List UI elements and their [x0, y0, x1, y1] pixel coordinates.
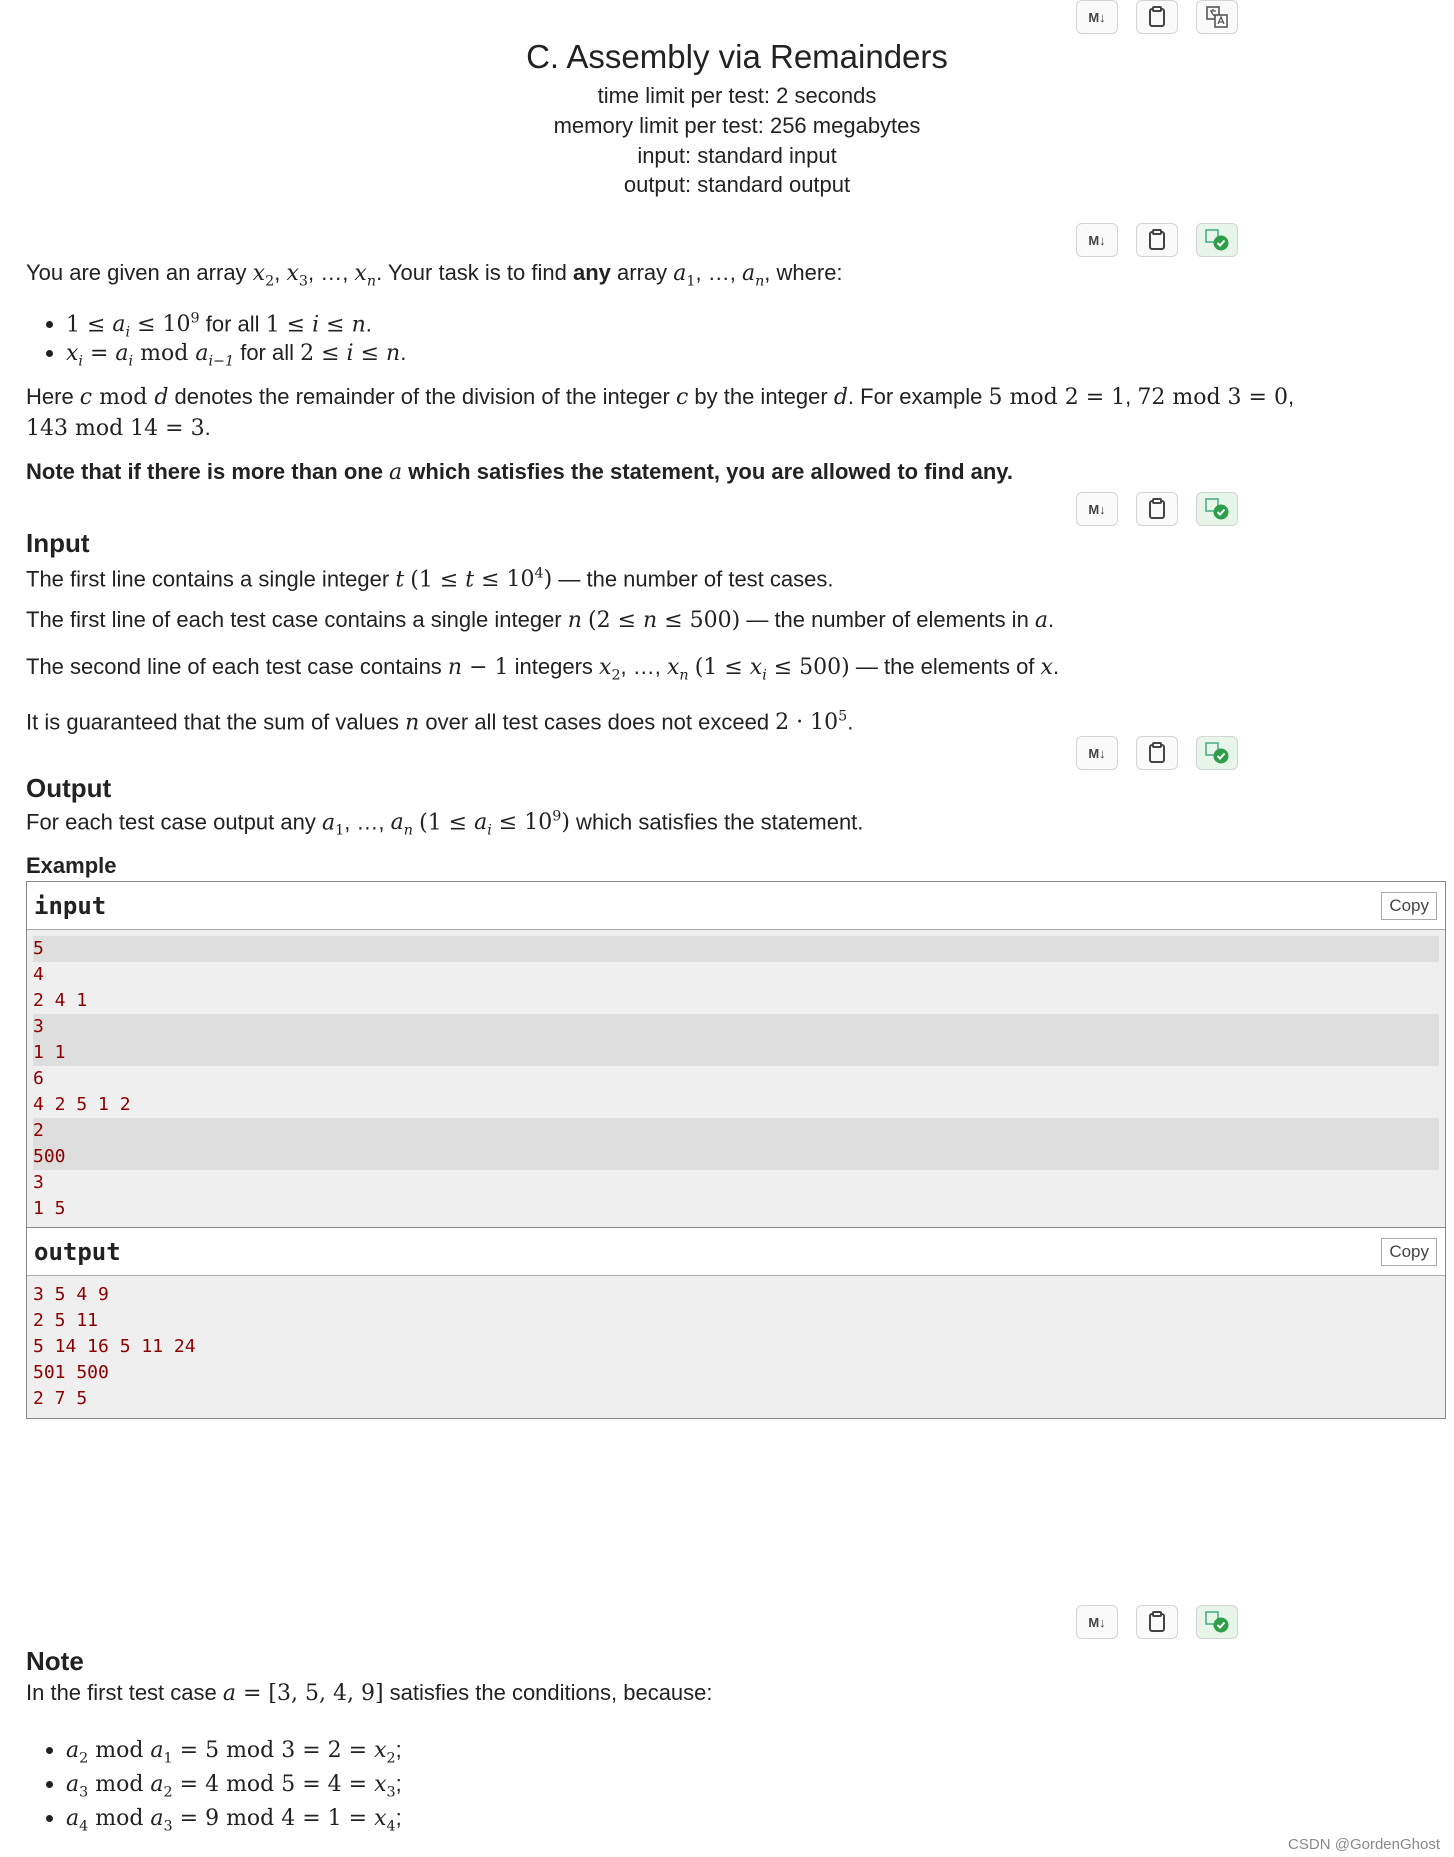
- input-toolbar: [1076, 492, 1238, 526]
- list-item: 3: [33, 1014, 1439, 1040]
- example-input-header: [27, 882, 1445, 930]
- clipboard-icon: [1148, 742, 1166, 764]
- constraints-list: [26, 302, 406, 370]
- note-paragraph: In the first test case a = [3, 5, 4, 9] satisfies the conditions, because:: [26, 1680, 713, 1706]
- note-list: [26, 1733, 402, 1835]
- list-item: 2 7 5: [33, 1388, 88, 1409]
- list-item: 501 500: [33, 1362, 109, 1383]
- input-title: Input: [26, 528, 90, 558]
- copy-statement-button[interactable]: [1136, 0, 1178, 34]
- list-item: • $x_i = a_i$ mod $a_{i-1}$ for all 2 ≤ i ≤ n.: [66, 336, 406, 370]
- input-paragraph: The first line contains a single integer t $(1 \le t \le 10^4)$ — the number of test cases.: [26, 566, 834, 593]
- statement-paragraph: You are given an array $x_2$, $x_3$, …, $x_n$. Your task is to find any array $a_1$, …, $a_n$, where:: [26, 260, 843, 290]
- list-item: 1 1: [33, 1040, 1439, 1066]
- list-item: 3 5 4 9: [33, 1284, 109, 1305]
- copy-section-button[interactable]: [1136, 1605, 1178, 1639]
- list-item: 2: [33, 1118, 1439, 1144]
- copy-input-button[interactable]: Copy: [1381, 892, 1437, 920]
- markdown-button[interactable]: [1076, 736, 1118, 770]
- translated-button[interactable]: [1196, 223, 1238, 257]
- translated-button[interactable]: [1196, 1605, 1238, 1639]
- translated-button[interactable]: [1196, 736, 1238, 770]
- clipboard-icon: [1148, 498, 1166, 520]
- list-item: • $a_2$ mod $a_1 = 5$ mod $3 = 2 = x_2$;: [66, 1733, 402, 1767]
- example-title: Example: [26, 853, 117, 878]
- copy-section-button[interactable]: [1136, 223, 1178, 257]
- clipboard-icon: [1148, 1611, 1166, 1633]
- input-paragraph: The second line of each test case contains n − 1 integers $x_2$, …, $x_n$ $(1 \le x_i \le 500)$ — the elements of x.: [26, 654, 1060, 684]
- list-item: • $a_3$ mod $a_2 = 4$ mod $5 = 4 = x_3$;: [66, 1767, 402, 1801]
- input-paragraph: It is guaranteed that the sum of values n over all test cases does not exceed $2 \cdot 10^5$.: [26, 709, 854, 736]
- example-input-label: input: [34, 891, 107, 920]
- markdown-button[interactable]: [1076, 223, 1118, 257]
- time-limit: time limit per test: 2 seconds: [597, 83, 877, 108]
- problem-title: C. Assembly via Remainders: [526, 38, 948, 75]
- example-output-label: output: [34, 1237, 121, 1266]
- clipboard-icon: [1148, 229, 1166, 251]
- input-type: input: standard input: [637, 143, 837, 168]
- list-item: 500: [33, 1144, 1439, 1170]
- list-item: 1 5: [33, 1198, 66, 1219]
- output-type: output: standard output: [623, 172, 851, 197]
- note-title: Note: [26, 1646, 84, 1676]
- list-item: 5 14 16 5 11 24: [33, 1336, 196, 1357]
- copy-output-button[interactable]: Copy: [1381, 1238, 1437, 1266]
- watermark: CSDN @GordenGhost: [1288, 1836, 1440, 1853]
- markdown-icon: M↓: [1088, 9, 1106, 25]
- header-toolbar: [1076, 0, 1238, 34]
- example-output-lines: [27, 1276, 1445, 1418]
- list-item: 2 5 11: [33, 1310, 99, 1331]
- list-item: 4: [33, 964, 44, 985]
- output-paragraph: For each test case output any $a_1$, …, $a_n$ $(1 \le a_i \le 10^9)$ which satisfies the statement.: [26, 809, 864, 839]
- list-item: 5: [33, 936, 1439, 962]
- list-item: 6: [33, 1068, 44, 1089]
- markdown-button[interactable]: [1076, 492, 1118, 526]
- check-icon: [1204, 1610, 1230, 1634]
- list-item: • $1 \le a_i \le 10^9$ for all 1 ≤ i ≤ n.: [66, 302, 406, 336]
- check-icon: [1204, 497, 1230, 521]
- markdown-button[interactable]: [1076, 0, 1118, 34]
- note-any-answer: Note that if there is more than one a which satisfies the statement, you are allowed to find any.: [26, 459, 1014, 485]
- note-toolbar: [1076, 1605, 1238, 1639]
- list-item: 3: [33, 1172, 44, 1193]
- translated-button[interactable]: [1196, 492, 1238, 526]
- mod-definition: Here c mod d denotes the remainder of the division of the integer c by the integer d. For example 5 mod 2 = 1, 72 mod 3 = 0, 143 mod 14 = 3.: [26, 384, 1295, 441]
- statement-toolbar: [1076, 223, 1238, 257]
- list-item: 4 2 5 1 2: [33, 1094, 131, 1115]
- check-icon: [1204, 228, 1230, 252]
- translate-button[interactable]: [1196, 0, 1238, 34]
- example-input-lines: [27, 930, 1445, 1228]
- markdown-icon: M↓: [1088, 501, 1106, 517]
- check-icon: [1204, 741, 1230, 765]
- example-output-box: [26, 1227, 1446, 1419]
- copy-section-button[interactable]: [1136, 492, 1178, 526]
- copy-section-button[interactable]: [1136, 736, 1178, 770]
- output-toolbar: [1076, 736, 1238, 770]
- markdown-icon: M↓: [1088, 232, 1106, 248]
- input-paragraph: The first line of each test case contains a single integer n (2 ≤ n ≤ 500) — the number of elements in a.: [26, 607, 1055, 633]
- example-output-header: [27, 1228, 1445, 1276]
- example-input-box: [26, 881, 1446, 1229]
- list-item: • $a_4$ mod $a_3 = 9$ mod $4 = 1 = x_4$;: [66, 1801, 402, 1835]
- markdown-icon: M↓: [1088, 745, 1106, 761]
- markdown-button[interactable]: [1076, 1605, 1118, 1639]
- output-title: Output: [26, 773, 112, 803]
- memory-limit: memory limit per test: 256 megabytes: [553, 113, 921, 138]
- clipboard-icon: [1148, 6, 1166, 28]
- markdown-icon: M↓: [1088, 1614, 1106, 1630]
- list-item: 2 4 1: [33, 990, 88, 1011]
- translate-icon: [1205, 5, 1229, 29]
